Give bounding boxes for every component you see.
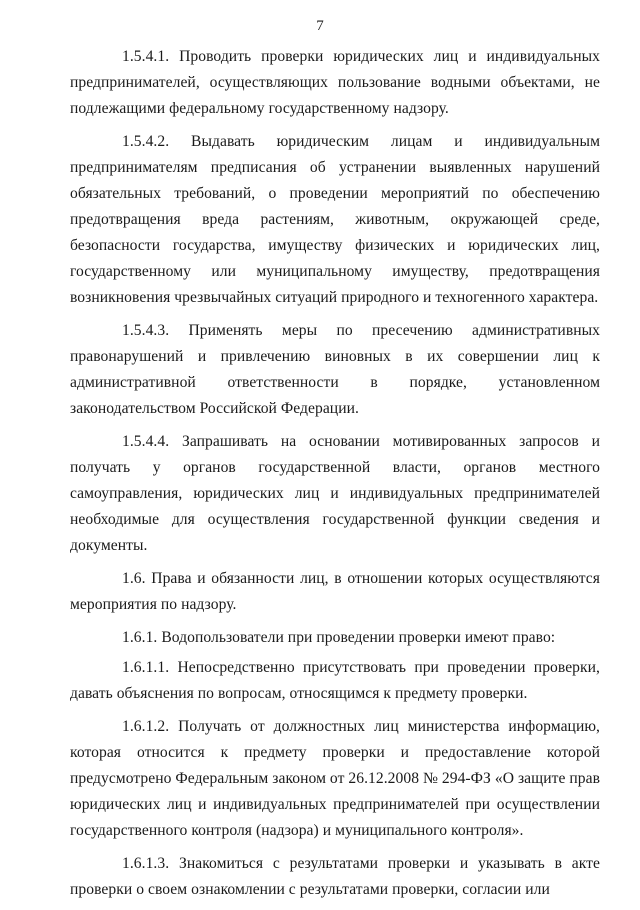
paragraph-1-6-1: 1.6.1. Водопользователи при проведении проверки имеют право: <box>122 629 556 646</box>
paragraph-1-6-1-1: 1.6.1.1. Непосредственно присутствовать при проведении проверки, давать объяснения по вопросам, относящимся к предмету проверки. <box>70 659 600 702</box>
paragraph-1-6-1-2: 1.6.1.2. Получать от должностных лиц министерства информацию, которая относится к предмету проверки и предоставление которой предусмотрено Федеральным законом от 26.12.2008 № 294-ФЗ «О защите прав юридических лиц и индивидуальных предпринимателей при осуществлении государственного контроля (надзора) и муниципального контроля». <box>70 718 600 839</box>
paragraph-1-5-4-2: 1.5.4.2. Выдавать юридическим лицам и индивидуальным предпринимателям предписания об устранении выявленных нарушений обязательных требований, о проведении мероприятий по обеспечению предотвращения вреда растениям, животным, окружающей среде, безопасности государства, имуществу физических и юридических лиц, государственному или муниципальному имуществу, предотвращения возникновения чрезвычайных ситуаций природного и техногенного характера. <box>70 133 600 306</box>
paragraph-1-5-4-3: 1.5.4.3. Применять меры по пресечению административных правонарушений и привлечению виновных в их совершении лиц к административной ответственности в порядке, установленном законодательством Российской Федерации. <box>70 322 600 417</box>
document-body <box>70 44 600 910</box>
paragraph-1-6: 1.6. Права и обязанности лиц, в отношении которых осуществляются мероприятия по надзору. <box>70 570 600 613</box>
paragraph-1-6-1-3: 1.6.1.3. Знакомиться с результатами проверки и указывать в акте проверки о своем ознакомлении с результатами проверки, согласии или <box>70 855 600 898</box>
paragraph-1-5-4-1: 1.5.4.1. Проводить проверки юридических лиц и индивидуальных предпринимателей, осуществляющих пользование водными объектами, не подлежащими федеральному государственному надзору. <box>70 48 600 117</box>
page-number: 7 <box>316 18 324 34</box>
paragraph-1-5-4-4: 1.5.4.4. Запрашивать на основании мотивированных запросов и получать у органов государственной власти, органов местного самоуправления, юридических лиц и индивидуальных предпринимателей необходимые для осуществления государственной функции сведения и документы. <box>70 433 600 554</box>
